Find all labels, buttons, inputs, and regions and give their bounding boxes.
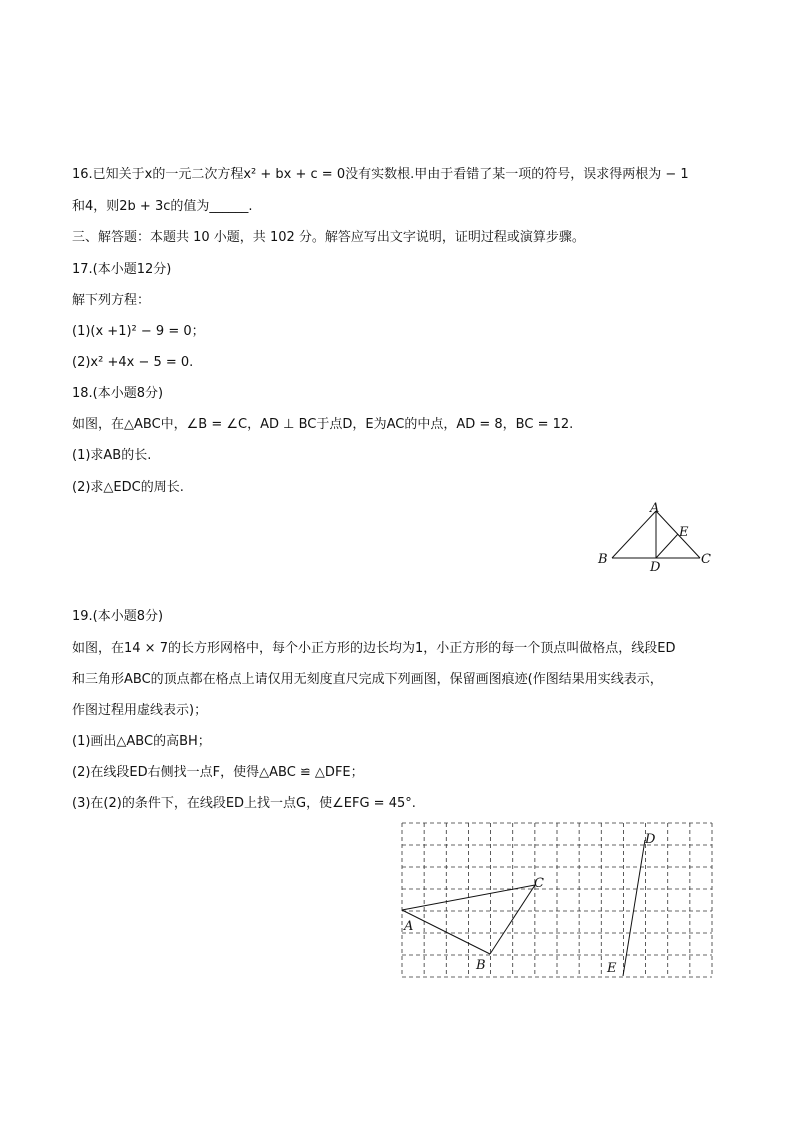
label-B: B: [476, 958, 486, 973]
segment-ED: [623, 840, 645, 976]
label-A: A: [404, 919, 414, 934]
segment-AB: [612, 511, 656, 558]
q17-prompt: 解下列方程：: [72, 293, 151, 308]
q19-grid-figure: [396, 818, 720, 982]
q18-part1: (1)求AB的长.: [72, 448, 152, 463]
label-A: A: [650, 501, 660, 516]
q19-stem-line1: 如图，在14 × 7的长方形网格中，每个小正方形的边长均为1，小正方形的每一个顶点叫做格点，线段ED: [72, 641, 676, 656]
q17-part2: (2)x² +4x − 5 = 0.: [72, 355, 194, 370]
q19-title: 19.(本小题8分): [72, 609, 164, 624]
q18-stem: 如图，在△ABC中，∠B = ∠C，AD ⊥ BC于点D，E为AC的中点，AD = 8，BC = 12.: [72, 417, 574, 432]
section3-heading: 三、解答题：本题共 10 小题，共 102 分。解答应写出文字说明，证明过程或演算步骤。: [72, 230, 585, 245]
q16-line1: 16.已知关于x的一元二次方程x² + bx + c = 0没有实数根.甲由于看错了某一项的符号，误求得两根为 − 1: [72, 167, 689, 182]
q19-stem-line3: 作图过程用虚线表示)；: [72, 703, 208, 718]
label-C: C: [701, 552, 711, 567]
label-E: E: [679, 525, 689, 540]
segment-DE: [656, 534, 678, 558]
q18-title: 18.(本小题8分): [72, 386, 164, 401]
q18-triangle-figure: [590, 495, 720, 575]
label-D: D: [645, 832, 656, 847]
q19-part1: (1)画出△ABC的高BH；: [72, 734, 211, 749]
label-E: E: [607, 961, 617, 976]
label-B: B: [598, 552, 608, 567]
q18-part2: (2)求△EDC的周长.: [72, 480, 184, 495]
q17-title: 17.(本小题12分): [72, 262, 172, 277]
q19-part3: (3)在(2)的条件下，在线段ED上找一点G，使∠EFG = 45°.: [72, 796, 416, 811]
q16-line2: 和4，则2b + 3c的值为______.: [72, 199, 253, 214]
grid-lines: [402, 823, 712, 977]
q19-stem-line2: 和三角形ABC的顶点都在格点上请仅用无刻度直尺完成下列画图，保留画图痕迹(作图结果用实线表示，: [72, 672, 663, 687]
q17-part1: (1)(x +1)² − 9 = 0；: [72, 324, 205, 339]
label-C: C: [534, 876, 544, 891]
label-D: D: [650, 560, 661, 575]
q19-part2: (2)在线段ED右侧找一点F，使得△ABC ≌ △DFE；: [72, 765, 364, 780]
